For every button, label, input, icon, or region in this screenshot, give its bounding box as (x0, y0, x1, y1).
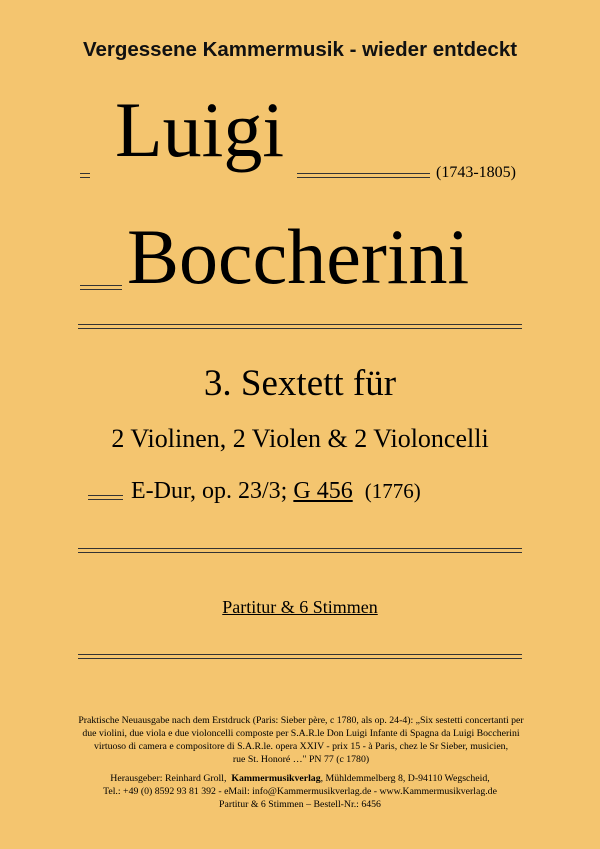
composition-year: (1776) (364, 479, 421, 503)
publisher-info (10, 772, 590, 811)
divider (78, 654, 522, 659)
publisher-line: Herausgeber: Reinhard Groll, Kammermusikverlag, Mühldemmelberg 8, D-94110 Wegscheid, (110, 773, 490, 784)
composer-first-name: Luigi (115, 86, 284, 173)
source-note: Praktische Neuausgabe nach dem Erstdruck (Paris: Sieber père, c 1780, als op. 24-4): „Six sestetti concertanti per due violini, due viola e due violoncelli composte per S.A.R.le Don Luigi Infante di Spagna da Luigi Boccherini virtuoso di camera e compositore di S.A.R.le. opera XXIV - prix 15 - à Paris, chez le Sr Sieber, musicien, rue St. Honoré …" PN 77 (c 1780) (78, 715, 524, 765)
composer-dates: (1743-1805) (436, 164, 516, 181)
composer-last-name: Boccherini (127, 213, 470, 300)
work-title: 3. Sextett für (203, 363, 397, 404)
divider-short (88, 495, 123, 500)
divider (78, 548, 522, 553)
edition-type: Partitur & 6 Stimmen (222, 597, 378, 617)
series-title: Vergessene Kammermusik - wieder entdeckt (82, 38, 518, 61)
divider (78, 324, 522, 329)
key-opus-line (131, 478, 421, 505)
divider-short (80, 285, 122, 290)
order-number: Partitur & 6 Stimmen – Bestell-Nr.: 6456 (219, 799, 381, 810)
key-opus: E-Dur, op. 23/3; (131, 478, 288, 504)
catalog-number: G 456 (293, 478, 353, 504)
divider-dates (297, 173, 430, 178)
publisher-name: Kammermusikverlag (231, 773, 321, 784)
publisher-contact: Tel.: +49 (0) 8592 93 81 392 - eMail: info@Kammermusikverlag.de - www.Kammermusikverlag.de (103, 786, 497, 797)
divider-short (80, 173, 90, 178)
instrumentation: 2 Violinen, 2 Violen & 2 Violoncelli (111, 424, 489, 453)
